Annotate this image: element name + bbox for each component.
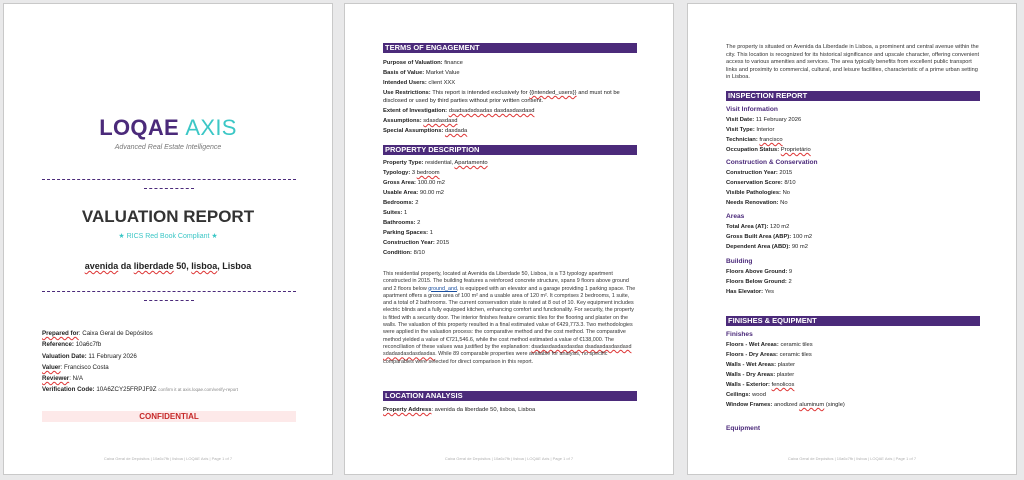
- meta-valuation-date: Valuation Date: 11 February 2026: [42, 352, 137, 360]
- kv-row: Intended Users: client XXX: [383, 80, 456, 86]
- section-heading-terms: TERMS OF ENGAGEMENT: [383, 43, 637, 53]
- kv-row: Window Frames: anodized aluminum (single): [726, 402, 845, 408]
- construction-list: [726, 168, 982, 208]
- page-footer: Caixa Geral de Depósitos | 10a6c7fb | lisboa | LOQAE Axis | Page 1 of 7: [444, 456, 574, 461]
- kv-row: Gross Built Area (ABP): 100 m2: [726, 234, 813, 240]
- subheading-visit: Visit Information: [726, 106, 778, 113]
- meta-prepared-for: Prepared for: Caixa Geral de Depósitos: [42, 330, 153, 337]
- meta-verification: Verification Code: 10A6ZCY25FRPJF9Z confirm it at axis.loqae.com/verify-report: [42, 386, 239, 394]
- divider: [144, 188, 194, 189]
- property-list: [383, 158, 639, 258]
- kv-row: disclosed or used by third parties without prior written consent.: [383, 98, 544, 104]
- kv-row: Walls - Exterior: fenolicos: [726, 382, 795, 388]
- meta-valuer: Valuer: Francisco Costa: [42, 363, 109, 371]
- kv-row: Technician: francisco: [726, 137, 783, 143]
- kv-row: Construction Year: 2015: [383, 240, 450, 246]
- kv-row: Property Type: residential, Apartamento: [383, 160, 488, 166]
- kv-row: Floors - Wet Areas: ceramic tiles: [726, 342, 813, 348]
- location-text: The property is situated on Avenida da Liberdade in Lisboa, a prominent and central avenue within the city. This location is recognized for its historical significance and upscale character, offering convenient access to various amenities and services. The area typically benefits from excellent public transport links and proximity to commercial, cultural, and leisure facilities, characteristic of a prime urban setting in Lisboa.: [726, 44, 980, 80]
- section-heading-property: PROPERTY DESCRIPTION: [383, 145, 637, 155]
- report-title: VALUATION REPORT: [81, 207, 255, 226]
- kv-row: Dependent Area (ABD): 90 m2: [726, 244, 808, 250]
- kv-row: Typology: 3 bedroom: [383, 170, 440, 176]
- kv-row: Assumptions: sdasdasdasd: [383, 118, 458, 124]
- kv-row: Needs Renovation: No: [726, 200, 788, 206]
- logo: [4, 115, 332, 141]
- kv-row: Floors - Dry Areas: ceramic tiles: [726, 352, 812, 358]
- kv-row: Special Assumptions: dasdada: [383, 128, 468, 134]
- kv-row: Purpose of Valuation: finance: [383, 60, 463, 66]
- kv-row: Parking Spaces: 1: [383, 230, 433, 236]
- kv-row: Extent of Investigation: dsadsadsdsadas dasdasdasdasd: [383, 108, 535, 114]
- kv-row: Property Address: avenida da liberdade 50, lisboa, Lisboa: [383, 407, 536, 413]
- cover-page: [3, 3, 333, 475]
- location-list: [383, 405, 639, 415]
- page-2: [344, 3, 674, 475]
- kv-row: Visit Date: 11 February 2026: [726, 117, 802, 123]
- subheading-areas: Areas: [726, 213, 745, 220]
- areas-list: [726, 222, 982, 252]
- narrative-link[interactable]: ground_and: [428, 285, 458, 292]
- kv-row: Floors Below Ground: 2: [726, 279, 792, 285]
- kv-row: Has Elevator: Yes: [726, 289, 775, 295]
- section-heading-location: LOCATION ANALYSIS: [383, 391, 637, 401]
- kv-row: Ceilings: wood: [726, 392, 766, 398]
- kv-row: Bedrooms: 2: [383, 200, 419, 206]
- section-heading-finishes: FINISHES & EQUIPMENT: [726, 316, 980, 326]
- subheading-equipment: Equipment: [726, 425, 761, 432]
- kv-row: Usable Area: 90.00 m2: [383, 190, 445, 196]
- building-list: [726, 267, 982, 297]
- visit-list: [726, 115, 982, 155]
- page-footer: Caixa Geral de Depósitos | 10a6c7fb | lisboa | LOQAE Axis | Page 1 of 7: [103, 456, 233, 461]
- finishes-list: [726, 340, 982, 410]
- terms-list: [383, 58, 639, 136]
- meta-reference: Reference: 10a6c7fb: [42, 341, 102, 349]
- logo-accent: AXIS: [185, 115, 237, 140]
- section-heading-inspection: INSPECTION REPORT: [726, 91, 980, 101]
- divider: [42, 179, 296, 180]
- kv-row: Total Area (AT): 120 m2: [726, 224, 790, 230]
- kv-row: Conservation Score: 8/10: [726, 180, 796, 186]
- kv-row: Visible Pathologies: No: [726, 190, 791, 196]
- verification-note: confirm it at axis.loqae.com/verify-report: [158, 387, 239, 393]
- cover-address: avenida da liberdade 50, lisboa, Lisboa: [84, 261, 252, 271]
- meta-reviewer: Reviewer: N/A: [42, 375, 83, 383]
- kv-row: Basis of Value: Market Value: [383, 70, 460, 76]
- kv-row: Condition: 8/10: [383, 250, 425, 256]
- kv-row: Suites: 1: [383, 210, 408, 216]
- kv-row: Gross Area: 100.00 m2: [383, 180, 445, 186]
- kv-row: Walls - Dry Areas: plaster: [726, 372, 795, 378]
- property-narrative: This residential property, located at Avenida da Liberdade 50, Lisboa, is a T3 typology apartment constructed in 2015. The building features a reinforced concrete structure, spans 9 floors above ground and 2 floors below ground_and, is equipped with an elevator and a garage providing 1 parking space. The apartment offers a gross area of 100 m² and a usable area of 120 m². It comprises 2 bedrooms, 1 suite, and a total of 2 bathrooms. The current conservation state is rated at 8 out of 10. Key equipment includes electric blinds and a fully equipped kitchen, enhancing comfort and functionality. For security, the property is fitted with a security door. The interior finishes feature ceramic tiles for the flooring and plaster on the walls. The valuation of this property resulted in a final estimated value of €429,773.3. Two methodologies were applied in the valuation process: the comparative method and the cost method. The comparative method yielded a value of €721,546.6, while the cost method estimated a value of €138,000. The reconciliation of these values was justified by the explanation: dsadasdasdasdasdas dsadasdasdasdasd sdadasdasdasdasdas. While 89 comparable properties were available for analysis, no specific comparables were selected for direct comparison in this report.: [383, 271, 636, 365]
- page-3: [687, 3, 1017, 475]
- page-footer: Caixa Geral de Depósitos | 10a6c7fb | lisboa | LOQAE Axis | Page 1 of 7: [787, 456, 917, 461]
- kv-row: Floors Above Ground: 9: [726, 269, 793, 275]
- kv-row: Occupation Status: Proprietário: [726, 147, 811, 153]
- divider: [42, 291, 296, 292]
- subheading-finishes: Finishes: [726, 331, 753, 338]
- kv-row: Construction Year: 2015: [726, 170, 793, 176]
- confidential-banner: CONFIDENTIAL: [42, 411, 296, 422]
- cover-meta: [42, 328, 238, 396]
- subheading-construction: Construction & Conservation: [726, 159, 818, 166]
- tagline: Advanced Real Estate Intelligence: [114, 144, 222, 151]
- logo-primary: LOQAE: [99, 115, 179, 140]
- divider: [144, 300, 194, 301]
- kv-row: Use Restrictions: This report is intended exclusively for {{intended_users}} and must not be: [383, 90, 620, 96]
- kv-row: Walls - Wet Areas: plaster: [726, 362, 796, 368]
- rics-badge: ★ RICS Red Book Compliant ★: [118, 233, 218, 240]
- kv-row: Bathrooms: 2: [383, 220, 421, 226]
- kv-row: Visit Type: Interior: [726, 127, 775, 133]
- subheading-building: Building: [726, 258, 753, 265]
